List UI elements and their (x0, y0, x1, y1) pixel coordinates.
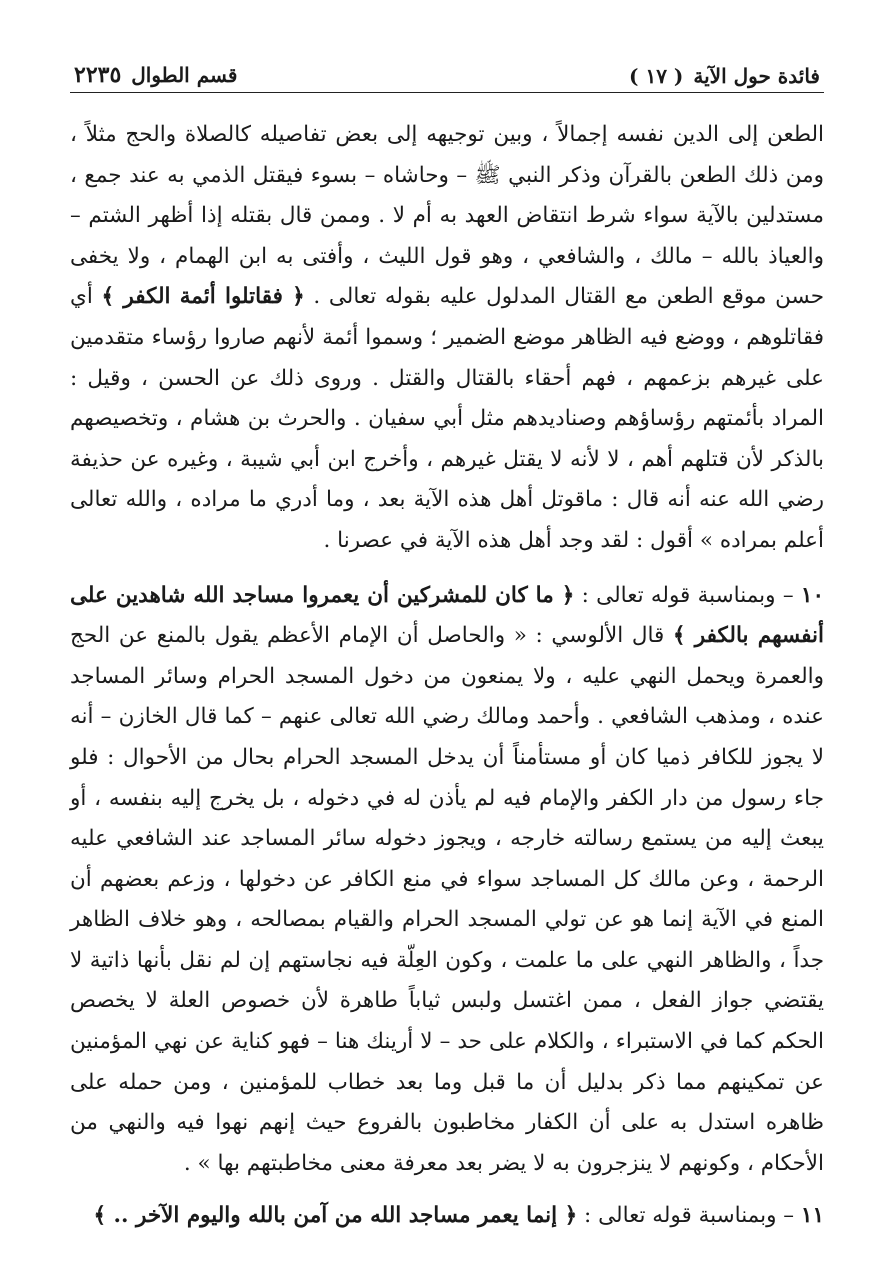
chapter-title: فائدة حول الآية (693, 64, 820, 88)
text-segment: أي فقاتلوهم ، ووضع فيه الظاهر موضع الضمير ؛ وسموا أئمة لأنهم صاروا رؤساء متقدمين على غيرهم بزعمهم ، فهم أحقاء بالقتال والقتل . وروى ذلك عن الحسن ، وقيل : المراد بأئمتهم رؤساؤهم وصناديدهم مثل أبي سفيان . والحرث بن هشام ، وتخصيصهم بالذكر لأن قتلهم أهم ، لا لأنه لا يقتل غيرهم ، وأخرج ابن أبي شيبة ، وغيره عن حذيفة رضي الله عنه أنه قال : ماقوتل أهل هذه الآية بعد ، وما أدري ما مراده ، والله تعالى أعلم بمراده » أقول : لقد وجد أهل هذه الآية في عصرنا . (70, 284, 824, 553)
text-segment: قال الألوسي : « والحاصل أن الإمام الأعظم يقول بالمنع عن الحج والعمرة ويحمل النهي عليه ، ولا يمنعون من دخول المسجد الحرام وسائر المساجد عنده ، ومذهب الشافعي . وأحمد ومالك رضي الله تعالى عنهم – كما قال الخازن – أنه لا يجوز للكافر ذميا كان أو مستأمناً أن يدخل المسجد الحرام بحال من الأحوال : فلو جاء رسول من دار الكفر والإمام فيه لم يأذن له في دخوله ، بل يخرج إليه بنفسه ، أو يبعث إليه من يستمع رسالته خارجه ، ويجوز دخوله سائر المساجد عند الشافعي عليه الرحمة ، وعن مالك كل المساجد سواء في منع الكافر عن دخولها ، وزعم بعضهم أن المنع في الآية إنما هو عن تولي المسجد الحرام والقيام بمصالحه ، وهو خلاف الظاهر جداً ، والظاهر النهي على ما علمت ، وكون العِلّة فيه نجاستهم إن لم نقل بأنها ذاتية لا يقتضي جواز الفعل ، ممن اغتسل ولبس ثياباً طاهرة لأن خصوص العلة لا يخصص الحكم كما في الاستبراء ، والكلام على حد – لا أرينك هنا – فهو كناية عن نهي المؤمنين عن تمكينهم مما ذكر بدليل أن ما قبل وما بعد خطاب للمؤمنين ، ومن حمله على ظاهره استدل به على أن الكفار مخاطبون بالفروع حيث إنهم نهوا فيه والنهي من الأحكام ، وكونهم لا ينزجرون به لا يضر بعد معرفة معنى مخاطبتهم بها » . (70, 623, 824, 1176)
header-chapter (629, 64, 820, 88)
text-segment: – وبمناسبة قوله تعالى : (574, 582, 801, 608)
header-section (74, 62, 237, 88)
paragraph-continuation (70, 115, 824, 562)
chapter-number: ( ١٧ ) (629, 64, 684, 88)
quran-quote: ﴿ إنما يعمر مساجد الله من آمن بالله واليوم الآخر .. ﴾ (93, 1203, 578, 1229)
item-number: ١٠ (800, 582, 824, 608)
page-body (70, 115, 824, 1237)
paragraph-item-10 (70, 576, 824, 1185)
paragraph-item-11 (70, 1196, 824, 1237)
quran-quote: ﴿ ما كان للمشركين أن يعمروا مساجد الله شاهدين على أنفسهم بالكفر ﴾ (70, 582, 824, 649)
text-segment: الطعن إلى الدين نفسه إجمالاً ، وبين توجيهه إلى بعض تفاصيله كالصلاة والحج مثلاً ، ومن ذلك الطعن بالقرآن وذكر النبي ﷺ – وحاشاه – بسوء فيقتل الذمي به عند جمع ، مستدلين بالآية سواء شرط انتقاض العهد به أم لا . وممن قال بقتله إذا أظهر الشتم – والعياذ بالله – مالك ، والشافعي ، وهو قول الليث ، وأفتى به ابن الهمام ، ولا يخفى حسن موقع الطعن مع القتال المدلول عليه بقوله تعالى . (70, 122, 825, 310)
quran-quote: ﴿ فقاتلوا أئمة الكفر ﴾ (101, 284, 305, 310)
page-number: ٢٢٣٥ (74, 62, 122, 88)
running-header (70, 52, 824, 93)
item-number: ١١ (800, 1203, 824, 1229)
text-segment: – وبمناسبة قوله تعالى : (577, 1203, 801, 1229)
section-title: قسم الطوال (131, 63, 238, 87)
